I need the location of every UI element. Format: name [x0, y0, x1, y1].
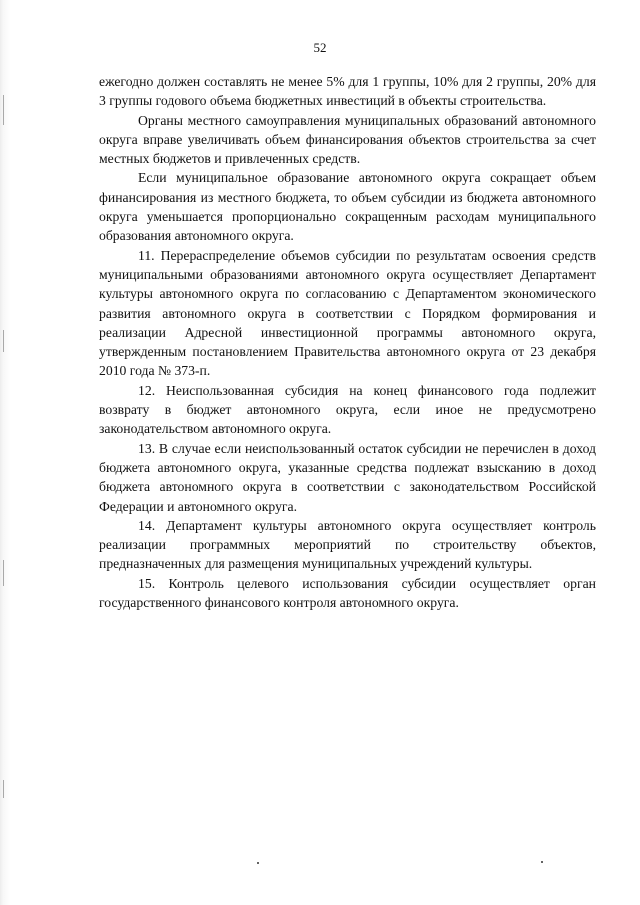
scan-speck: [541, 861, 543, 863]
paragraph-item-15: 15. Контроль целевого использования субсидии осуществляет орган государственного финансового контроля автономного округа.: [99, 575, 596, 611]
page-number: 52: [313, 40, 327, 55]
scan-artifact-line: [3, 330, 4, 352]
scan-left-edge: [0, 0, 10, 905]
paragraph-item-11: 11. Перераспределение объемов субсидии по результатам освоения средств муниципальными образованиями автономного округа осуществляет Департамент культуры автономного округа по согласованию с Департаментом экономического развития автономного округа в соответствии с Порядком формирования и реализации Адресной инвестиционной программы автономного округа, утвержденным постановлением Правительства автономного округа от 23 декабря 2010 года № 373-п.: [99, 247, 596, 379]
paragraph: Органы местного самоуправления муниципальных образований автономного округа вправе увеличивать объем финансирования объектов строительства за счет местных бюджетов и привлеченных средств.: [99, 112, 596, 167]
paragraph-item-12: 12. Неиспользованная субсидия на конец финансового года подлежит возврату в бюджет автономного округа, если иное не предусмотрено законодательством автономного округа.: [99, 382, 596, 437]
scan-artifact-line: [3, 95, 4, 125]
paragraph: Если муниципальное образование автономного округа сокращает объем финансирования из местного бюджета, то объем субсидии из бюджета автономного округа уменьшается пропорционально сокращенным расходам муниципального образования автономного округа.: [99, 170, 596, 244]
scan-artifact-line: [3, 560, 4, 586]
paragraph-continuation: ежегодно должен составлять не менее 5% для 1 группы, 10% для 2 группы, 20% для 3 группы годового объема бюджетных инвестиций в объекты строительства.: [99, 74, 596, 109]
scan-artifact-line: [3, 780, 4, 798]
document-body: [99, 72, 596, 612]
paragraph-item-13: 13. В случае если неиспользованный остаток субсидии не перечислен в доход бюджета автономного округа, указанные средства подлежат взысканию в доход бюджета автономного округа в соответствии с законодательством Российской Федерации и автономного округа.: [99, 440, 596, 514]
paragraph-item-14: 14. Департамент культуры автономного округа осуществляет контроль реализации программных мероприятий по строительству объектов, предназначенных для размещения муниципальных учреждений культуры.: [99, 517, 596, 572]
scan-speck: [257, 862, 259, 864]
